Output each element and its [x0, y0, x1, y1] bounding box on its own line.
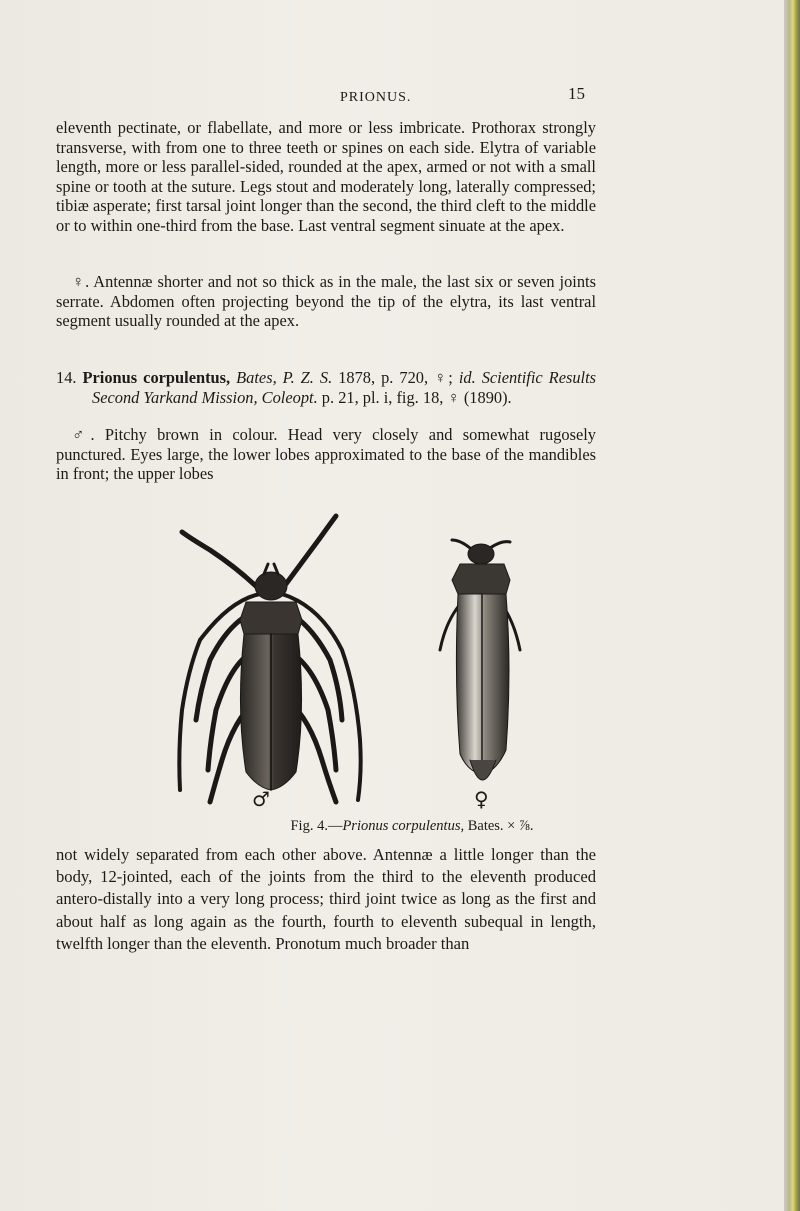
caption-species: Prionus corpulentus,: [342, 818, 465, 834]
female-description-paragraph: ♀. Antennæ shorter and not so thick as in the male, the last six or seven joints serrate. Abdomen often projecting beyond the tip of the elytra, its last ventral segment usually rounded at the apex.: [56, 272, 596, 331]
male-beetle: [179, 516, 360, 802]
male-symbol-label: ♂: [252, 787, 270, 811]
species-entry: [56, 368, 596, 407]
female-symbol-label: ♀: [474, 787, 489, 811]
species-name: Prionus corpulentus,: [82, 368, 231, 387]
beetle-figure: [170, 510, 590, 820]
female-beetle: [440, 540, 520, 780]
reference-2: id. Scientific Results Second Yarkand Mission, Coleopt.: [92, 368, 597, 407]
species-number: 14.: [56, 368, 77, 387]
page-header: [0, 84, 784, 114]
reference-1: Bates, P. Z. S.: [236, 368, 333, 387]
reference-1-detail: 1878, p. 720, ♀;: [338, 368, 453, 387]
page-edge-strip: [784, 0, 800, 1211]
caption-prefix: Fig. 4.—: [290, 818, 343, 834]
page-number: 15: [568, 84, 585, 103]
figure-caption: [0, 818, 784, 835]
reference-2-detail: p. 21, pl. i, fig. 18, ♀ (1890).: [321, 387, 512, 407]
running-head: PRIONUS.: [340, 90, 412, 105]
caption-suffix: Bates. × ⅞.: [467, 818, 534, 834]
genus-description-paragraph: eleventh pectinate, or flabellate, and more or less imbricate. Prothorax strongly transverse, with from one to three teeth or spines on each side. Elytra of variable length, more or less parallel-sided, rounded at the apex, armed or not with a small spine or tooth at the suture. Legs stout and moderately long, laterally compressed; tibiæ asperate; first tarsal joint longer than the second, the third cleft to the middle or to within one-third from the base. Last ventral segment sinuate at the apex.: [56, 118, 596, 235]
continued-description-paragraph: not widely separated from each other above. Antennæ a little longer than the body, 12-jointed, each of the joints from the third to the eleventh produced antero-distally into a very long process; third joint twice as long as the first and about half as long again as the fourth, fourth to eleventh subequal in length, twelfth longer than the eleventh. Pronotum much broader than: [56, 845, 596, 953]
male-description-paragraph: ♂. Pitchy brown in colour. Head very closely and somewhat rugosely punctured. Eyes large, the lower lobes approximated to the base of the mandibles in front; the upper lobes: [56, 425, 596, 484]
